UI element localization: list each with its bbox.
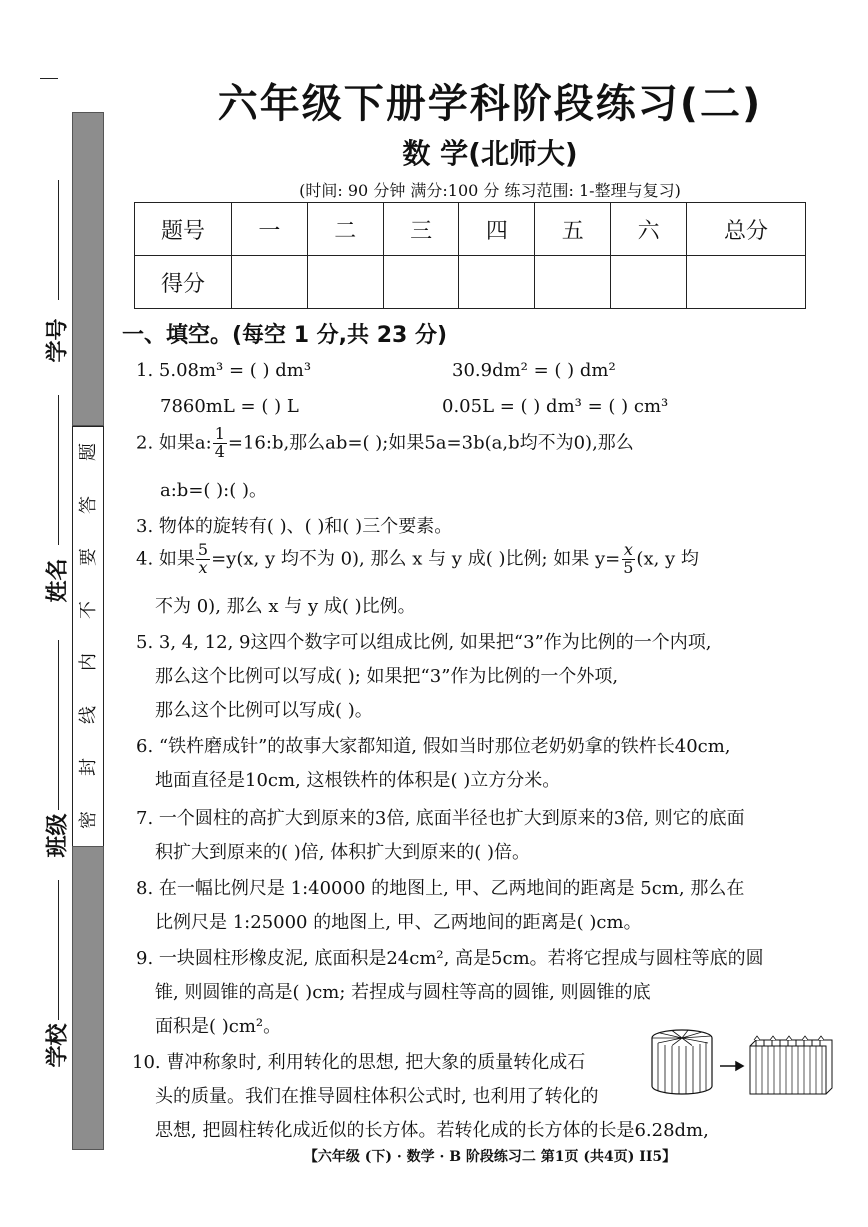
score-cell[interactable] xyxy=(535,256,611,309)
seal-line-text xyxy=(72,426,102,846)
fraction-numerator: x xyxy=(623,540,633,559)
score-header-cell: 总分 xyxy=(687,203,806,256)
question-8-line1: 8. 在一幅比例尺是 1:40000 的地图上, 甲、乙两地间的距离是 5cm, 那么在 xyxy=(136,878,745,899)
seal-char: 内 xyxy=(78,653,99,672)
score-header-cell: 四 xyxy=(459,203,535,256)
binding-bar-top xyxy=(72,112,104,426)
question-1a: 1. 5.08m³ = ( ) dm³ xyxy=(136,360,312,381)
school-label: 学校 xyxy=(45,1023,71,1068)
score-header-cell: 二 xyxy=(307,203,383,256)
exam-subtitle: 数 学(北师大) xyxy=(402,137,578,170)
name-label: 姓名 xyxy=(45,558,71,603)
question-5-line2: 那么这个比例可以写成( ); 如果把“3”作为比例的一个外项, xyxy=(155,666,619,687)
question-5-line1: 5. 3, 4, 12, 9这四个数字可以组成比例, 如果把“3”作为比例的一个内项, xyxy=(136,632,712,653)
fraction-numerator: 1 xyxy=(214,424,225,443)
cuboid-icon xyxy=(750,1036,832,1094)
score-cell[interactable] xyxy=(232,256,308,309)
exam-info: (时间: 90 分钟 满分:100 分 练习范围: 1-整理与复习) xyxy=(299,181,681,200)
question-7-line2: 积扩大到原来的( )倍, 体积扩大到原来的( )倍。 xyxy=(155,842,530,863)
question-4 xyxy=(136,542,699,577)
question-1c: 7860mL = ( ) L xyxy=(160,396,299,417)
seal-char: 题 xyxy=(78,443,99,462)
question-1b: 30.9dm² = ( ) dm² xyxy=(452,360,616,381)
question-1d: 0.05L = ( ) dm³ = ( ) cm³ xyxy=(442,396,669,417)
question-9-line1: 9. 一块圆柱形橡皮泥, 底面积是24cm², 高是5cm。若将它捏成与圆柱等底的圆 xyxy=(136,948,764,969)
seal-char: 密 xyxy=(78,810,99,829)
fraction-denominator: x xyxy=(198,557,208,577)
score-cell[interactable] xyxy=(307,256,383,309)
binding-bar-bottom xyxy=(72,846,104,1150)
section-title: 一、填空。(每空 1 分,共 23 分) xyxy=(122,323,448,348)
seal-char: 封 xyxy=(78,758,99,777)
cylinder-to-cuboid-figure xyxy=(648,1026,838,1106)
question-5-line3: 那么这个比例可以写成( )。 xyxy=(155,700,373,721)
score-header-cell: 题号 xyxy=(135,203,232,256)
score-header-cell: 五 xyxy=(535,203,611,256)
seal-char: 不 xyxy=(78,600,99,619)
seal-char: 要 xyxy=(78,548,99,567)
score-cell[interactable] xyxy=(611,256,687,309)
question-2-prefix: 2. 如果a: xyxy=(136,432,212,454)
exam-title: 六年级下册学科阶段练习(二) xyxy=(217,81,763,127)
arrow-right-icon xyxy=(720,1062,743,1070)
score-cell[interactable] xyxy=(459,256,535,309)
question-6-line1: 6. “铁杵磨成针”的故事大家都知道, 假如当时那位老奶奶拿的铁杵长40cm, xyxy=(136,736,731,757)
question-9-line3: 面积是( )cm²。 xyxy=(155,1016,282,1037)
question-4-suffix: (x, y 均 xyxy=(636,548,699,570)
page-footer: 【六年级 (下) · 数学 · B 阶段练习二 第1页 (共4页) II5】 xyxy=(303,1149,677,1165)
question-4-middle: =y(x, y 均不为 0), 那么 x 与 y 成( )比例; 如果 y= xyxy=(211,548,621,570)
question-9-line2: 锥, 则圆锥的高是( )cm; 若捏成与圆柱等高的圆锥, 则圆锥的底 xyxy=(155,982,651,1003)
student-id-label: 学号 xyxy=(45,318,71,363)
question-6-line2: 地面直径是10cm, 这根铁杵的体积是( )立方分米。 xyxy=(155,770,561,791)
score-row-label: 得分 xyxy=(135,256,232,309)
top-dash xyxy=(40,78,58,79)
fraction-denominator: 5 xyxy=(623,557,634,577)
question-8-line2: 比例尺是 1:25000 的地图上, 甲、乙两地间的距离是( )cm。 xyxy=(155,912,642,933)
score-table xyxy=(134,202,806,309)
score-header-cell: 三 xyxy=(383,203,459,256)
seal-char: 答 xyxy=(78,495,99,514)
question-10-line1: 10. 曹冲称象时, 利用转化的思想, 把大象的质量转化成石 xyxy=(132,1052,586,1073)
seal-char: 线 xyxy=(78,705,99,724)
question-2 xyxy=(136,426,634,461)
question-2-suffix: =16:b,那么ab=( );如果5a=3b(a,b均不为0),那么 xyxy=(227,432,634,454)
fraction-numerator: 5 xyxy=(197,540,209,559)
question-10-line3: 思想, 把圆柱转化成近似的长方体。若转化成的长方体的长是6.28dm, xyxy=(155,1120,709,1141)
class-line xyxy=(58,640,59,810)
score-cell[interactable] xyxy=(687,256,806,309)
score-table-header-row xyxy=(135,203,806,256)
cylinder-icon xyxy=(652,1030,712,1094)
student-id-line xyxy=(58,180,59,300)
question-7-line1: 7. 一个圆柱的高扩大到原来的3倍, 底面半径也扩大到原来的3倍, 则它的底面 xyxy=(136,808,745,829)
score-header-cell: 一 xyxy=(232,203,308,256)
question-10-line2: 头的质量。我们在推导圆柱体积公式时, 也利用了转化的 xyxy=(155,1086,599,1107)
class-label: 班级 xyxy=(45,813,71,858)
fraction-denominator: 4 xyxy=(214,441,225,461)
score-cell[interactable] xyxy=(383,256,459,309)
fraction xyxy=(196,542,210,577)
score-table-score-row xyxy=(135,256,806,309)
question-3: 3. 物体的旋转有( )、( )和( )三个要素。 xyxy=(136,516,453,537)
question-2-line2: a:b=( ):( )。 xyxy=(160,480,267,501)
fraction xyxy=(621,542,635,577)
school-line xyxy=(58,880,59,1020)
fraction xyxy=(213,426,227,461)
score-header-cell: 六 xyxy=(611,203,687,256)
question-4-prefix: 4. 如果 xyxy=(136,548,195,570)
name-line xyxy=(58,395,59,545)
question-4-line2: 不为 0), 那么 x 与 y 成( )比例。 xyxy=(155,596,416,617)
